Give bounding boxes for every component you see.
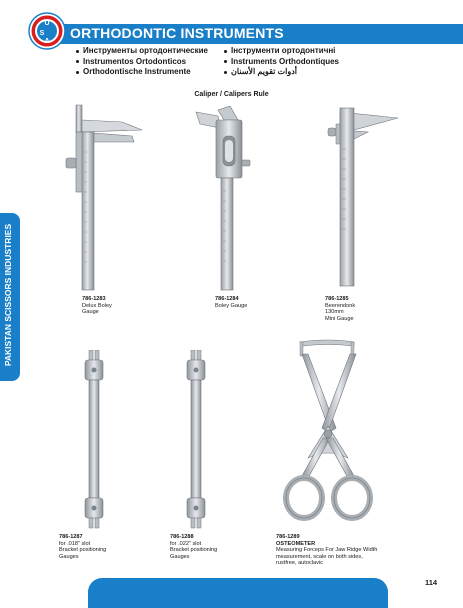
product-description: 130mm [325,309,344,315]
product-code: 786-1289 [276,534,300,540]
product-description: Gauge [82,309,99,315]
product-code: 786-1287 [59,534,83,540]
language-item: Instrumentos Ortodonticos [76,57,208,68]
language-item: Инструменты ортодонтические [76,46,208,57]
bracket-gauge-018-image [74,350,114,530]
language-list-left [76,46,208,78]
product-caption-1288 [170,534,217,560]
beerendonk-gauge-image [318,104,408,290]
bracket-gauge-022-image [176,350,216,530]
language-item: Інструменти ортодонтичні [224,46,339,57]
product-description: Gauges [59,553,79,560]
product-caption-1284 [215,296,247,309]
side-tab-label: PAKISTAN SCISSORS INDUSTRIES [3,223,13,367]
page-title: ORTHODONTIC INSTRUMENTS [70,25,284,41]
product-code: 786-1285 [325,296,349,302]
boley-gauge-image [190,106,260,292]
logo-letter-a: A [44,38,50,45]
product-name: OSTEOMETER [276,540,316,547]
product-description: Bracket positioning [59,547,107,553]
product-description: Gauges [170,553,190,560]
delux-boley-gauge-image [62,102,147,292]
product-description: rustfree, autoclavic [276,560,323,566]
language-list-right [224,46,339,78]
product-description: Measuring Forceps For Jaw Ridge Width [276,547,378,553]
usa-logo [28,12,66,50]
product-description: Boley Gauge [215,302,248,309]
product-description: for .022" slot [170,540,202,547]
product-description: Mini Gauge [325,315,354,322]
product-description: Bracket positioning [170,547,218,553]
language-item: Instruments Orthodontiques [224,57,339,68]
footer-bar [88,578,388,608]
page-number: 114 [425,578,438,587]
product-caption-1285 [325,296,355,322]
product-description: Delux Boley [82,302,112,309]
product-caption-1287 [59,534,106,560]
language-item: أدوات تقويم الأسنان [224,67,339,78]
osteometer-image [278,338,398,528]
product-code: 786-1288 [170,534,194,540]
section-title: Caliper / Calipers Rule [194,91,269,98]
product-description: for .018" slot [59,540,91,547]
language-item: Orthodontische Instrumente [76,67,208,78]
product-code: 786-1283 [82,296,106,302]
product-description: Beerendonk [325,302,356,309]
logo-letter-s: S [39,30,45,37]
product-code: 786-1284 [215,296,239,302]
product-description: measurement, scale on both sides, [276,553,363,560]
product-caption-1283 [82,296,112,316]
logo-letter-u: U [44,20,50,27]
product-caption-1289 [276,534,377,567]
